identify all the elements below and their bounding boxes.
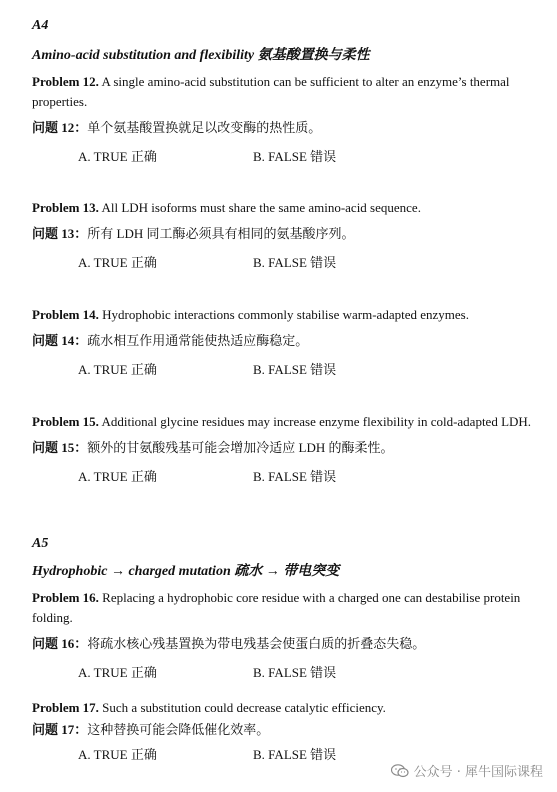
problem-12-chinese	[32, 118, 532, 138]
problem-12-zh-text: 单个氨基酸置换就足以改变酶的热性质。	[87, 120, 322, 135]
option-false[interactable]: B. FALSE 错误	[253, 469, 337, 484]
problem-13-english	[32, 198, 532, 218]
option-true[interactable]: A. TRUE 正确	[78, 362, 157, 377]
problem-13-zh-text: 所有 LDH 同工酶必须具有相同的氨基酸序列。	[87, 226, 355, 241]
option-true[interactable]: A. TRUE 正确	[78, 255, 157, 270]
problem-15	[32, 412, 532, 486]
problem-13-zh-label: 问题 13：	[32, 226, 88, 241]
option-false[interactable]: B. FALSE 错误	[253, 747, 337, 762]
problem-15-options	[32, 466, 532, 486]
problem-14-english	[32, 305, 532, 325]
option-false[interactable]: B. FALSE 错误	[253, 255, 337, 270]
problem-12-english	[32, 72, 532, 112]
problem-12-zh-label: 问题 12：	[32, 120, 88, 135]
problem-16-zh-label: 问题 16：	[32, 636, 88, 651]
problem-14-zh-label: 问题 14：	[32, 333, 88, 348]
problem-14-label: Problem 14.	[32, 307, 99, 322]
problem-13	[32, 198, 532, 272]
watermark-text: 公众号 · 犀牛国际课程	[413, 765, 543, 780]
problem-17-label: Problem 17.	[32, 700, 99, 715]
problem-14-zh-text: 疏水相互作用通常能使热适应酶稳定。	[87, 333, 309, 348]
option-false[interactable]: B. FALSE 错误	[253, 362, 337, 377]
problem-16-text: Replacing a hydrophobic core residue with a charged one can destabilise protein folding.	[32, 590, 521, 625]
option-false[interactable]: B. FALSE 错误	[253, 149, 337, 164]
problem-17-chinese	[32, 720, 532, 740]
problem-16-english	[32, 588, 532, 628]
problem-16	[32, 588, 532, 682]
section-id-a5: A5	[32, 536, 49, 551]
problem-13-text: All LDH isoforms must share the same amino-acid sequence.	[98, 200, 421, 215]
option-true[interactable]: A. TRUE 正确	[78, 469, 157, 484]
problem-17-english	[32, 698, 532, 718]
problem-14-text: Hydrophobic interactions commonly stabilise warm-adapted enzymes.	[98, 307, 469, 322]
problem-14-chinese	[32, 331, 532, 351]
problem-14	[32, 305, 532, 379]
problem-16-chinese	[32, 634, 532, 654]
problem-14-options	[32, 359, 532, 379]
option-true[interactable]: A. TRUE 正确	[78, 665, 157, 680]
section-title-a4: Amino-acid substitution and flexibility 氨基酸置换与柔性	[32, 48, 370, 63]
problem-15-chinese	[32, 438, 532, 458]
problem-15-label: Problem 15.	[32, 414, 99, 429]
option-false[interactable]: B. FALSE 错误	[253, 665, 337, 680]
problem-16-zh-text: 将疏水核心残基置换为带电残基会使蛋白质的折叠态失稳。	[87, 636, 426, 651]
section-title-a5: Hydrophobic → charged mutation 疏水 → 带电突变	[32, 564, 340, 579]
problem-15-zh-text: 额外的甘氨酸残基可能会增加冷适应 LDH 的酶柔性。	[87, 440, 394, 455]
problem-15-text: Additional glycine residues may increase enzyme flexibility in cold-adapted LDH.	[98, 414, 532, 429]
problem-13-options	[32, 252, 532, 272]
problem-16-label: Problem 16.	[32, 590, 99, 605]
problem-12	[32, 72, 532, 166]
watermark	[391, 761, 543, 780]
problem-17-zh-label: 问题 17：	[32, 722, 88, 737]
problem-17-text: Such a substitution could decrease catalytic efficiency.	[98, 700, 386, 715]
problem-17-zh-text: 这种替换可能会降低催化效率。	[87, 722, 270, 737]
problem-15-zh-label: 问题 15：	[32, 440, 88, 455]
option-true[interactable]: A. TRUE 正确	[78, 747, 157, 762]
wechat-icon	[391, 764, 409, 778]
problem-13-label: Problem 13.	[32, 200, 99, 215]
problem-12-label: Problem 12.	[32, 74, 99, 89]
problem-17	[32, 698, 532, 764]
problem-12-text: A single amino-acid substitution can be sufficient to alter an enzyme’s thermal properties.	[32, 74, 510, 109]
problem-15-english	[32, 412, 532, 432]
problem-12-options	[32, 146, 532, 166]
problem-13-chinese	[32, 224, 532, 244]
problem-16-options	[32, 662, 532, 682]
section-id-a4: A4	[32, 18, 49, 33]
option-true[interactable]: A. TRUE 正确	[78, 149, 157, 164]
